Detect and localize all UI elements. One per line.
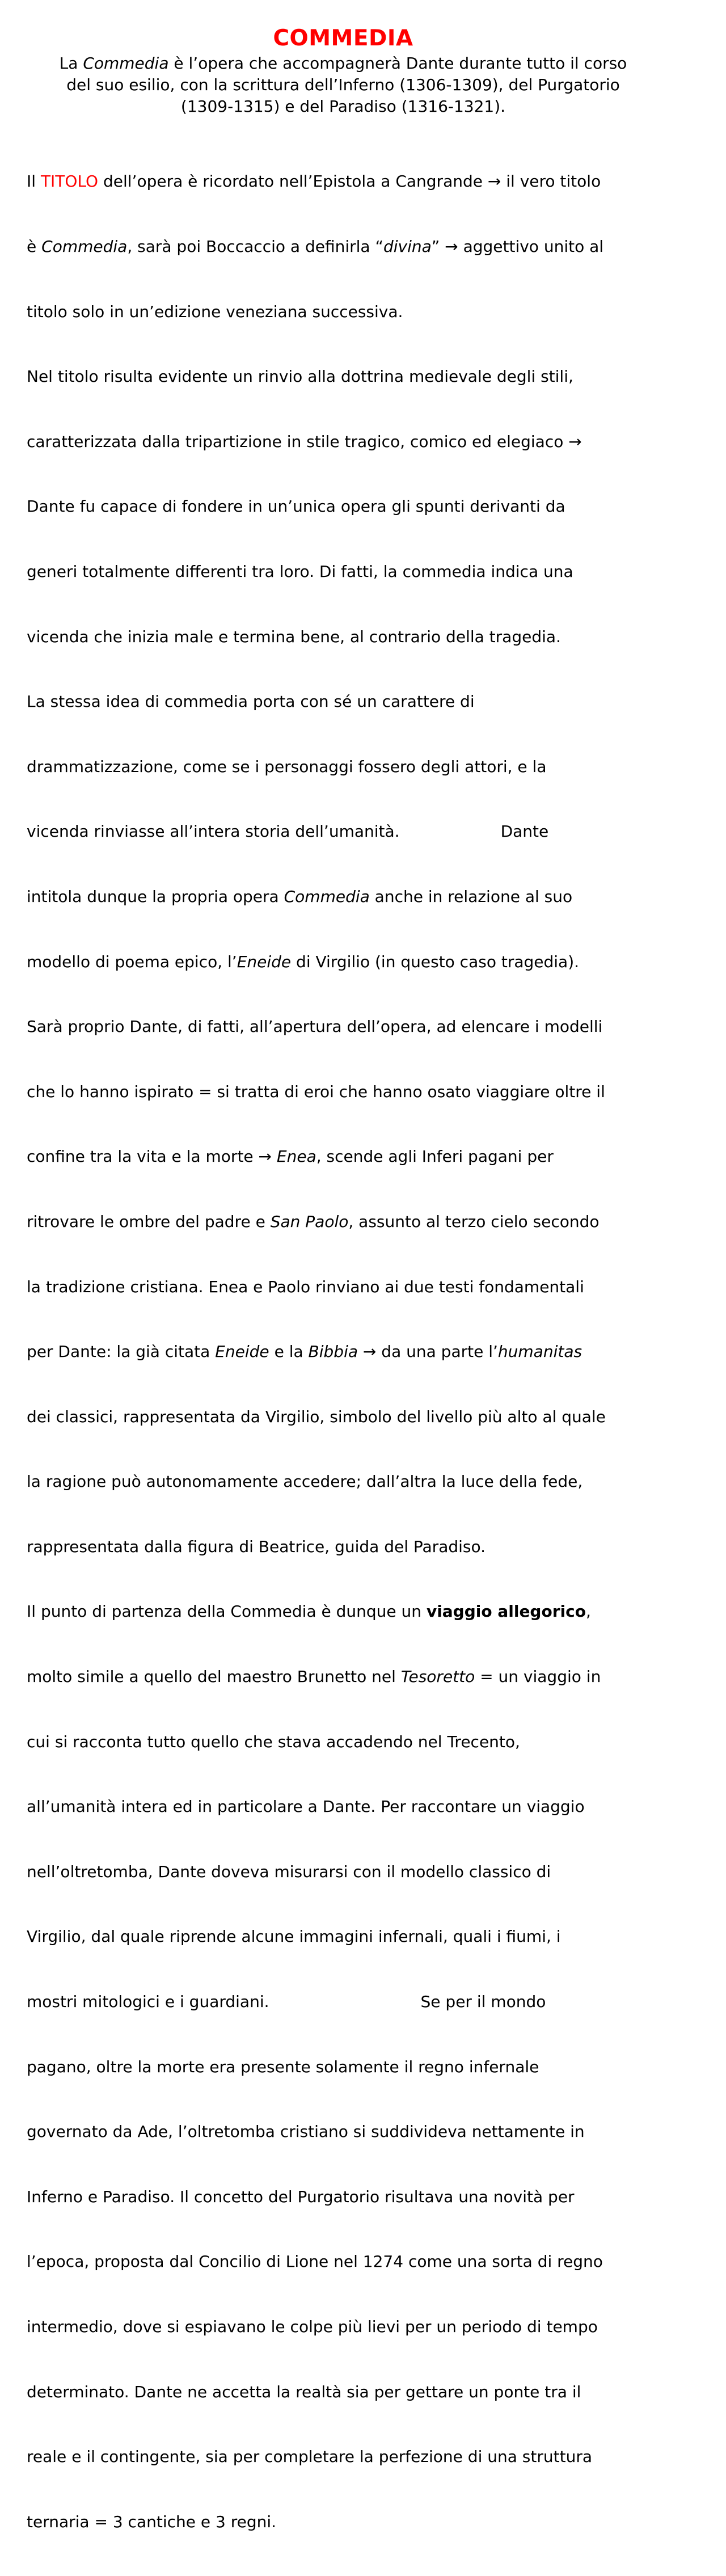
body-line: reale e il contingente, sia per completare la perfezione di una struttura	[27, 2447, 592, 2467]
viaggio-allegorico-bold: viaggio allegorico	[426, 1602, 586, 1621]
body-line: Nel titolo risulta evidente un rinvio alla dottrina medievale degli stili,	[27, 367, 573, 386]
body-line: Il TITOLO dell’opera è ricordato nell’Epistola a Cangrande → il vero titolo	[27, 172, 601, 191]
body-line: intermedio, dove si espiavano le colpe più lievi per un periodo di tempo	[27, 2317, 598, 2336]
body-line: che lo hanno ispirato = si tratta di eroi che hanno osato viaggiare oltre il	[27, 1082, 605, 1101]
body-line: caratterizzata dalla tripartizione in stile tragico, comico ed elegiaco →	[27, 432, 582, 451]
body-line: vicenda che inizia male e termina bene, al contrario della tragedia.	[27, 627, 561, 646]
body-line: modello di poema epico, l’Eneide di Virgilio (in questo caso tragedia).	[27, 952, 580, 971]
work-title-italic: Commedia	[83, 54, 169, 73]
intro-line: La Commedia è l’opera che accompagnerà Dante durante tutto il corso	[59, 54, 627, 73]
body-line: molto simile a quello del maestro Brunetto nel Tesoretto = un viaggio in	[27, 1667, 601, 1687]
page-title: COMMEDIA	[273, 26, 413, 51]
body-line: La stessa idea di commedia porta con sé un carattere di	[27, 692, 475, 711]
body-line: Dante fu capace di fondere in un’unica opera gli spunti derivanti da	[27, 497, 565, 516]
body-line: cui si racconta tutto quello che stava accadendo nel Trecento,	[27, 1732, 520, 1751]
titolo-keyword: TITOLO	[40, 172, 99, 191]
body-line: ritrovare le ombre del padre e San Paolo, assunto al terzo cielo secondo	[27, 1212, 600, 1231]
intro-line: (1309-1315) e del Paradiso (1316-1321).	[180, 97, 506, 116]
body-line: Il punto di partenza della Commedia è dunque un viaggio allegorico,	[27, 1602, 591, 1621]
body-line: governato da Ade, l’oltretomba cristiano si suddivideva nettamente in	[27, 2122, 585, 2141]
body-line: è Commedia, sarà poi Boccaccio a definirla “divina” → aggettivo unito al	[27, 237, 604, 256]
body-line: intitola dunque la propria opera Commedia anche in relazione al suo	[27, 887, 573, 906]
intro-paragraph	[23, 53, 664, 117]
body-line: ternaria = 3 cantiche e 3 regni.	[27, 2512, 277, 2531]
body-line: mostri mitologici e i guardiani. Se per il mondo	[27, 1992, 546, 2012]
body-paragraph	[27, 128, 679, 2576]
body-line: all’umanità intera ed in particolare a Dante. Per raccontare un viaggio	[27, 1797, 585, 1816]
body-line: vicenda rinviasse all’intera storia dell’umanità. Dante	[27, 822, 549, 841]
body-line: drammatizzazione, come se i personaggi fossero degli attori, e la	[27, 757, 547, 776]
body-line: dei classici, rappresentata da Virgilio, simbolo del livello più alto al quale	[27, 1407, 606, 1426]
body-line: rappresentata dalla figura di Beatrice, guida del Paradiso.	[27, 1537, 486, 1556]
intro-line: del suo esilio, con la scrittura dell’Inferno (1306-1309), del Purgatorio	[66, 75, 620, 94]
body-line: nell’oltretomba, Dante doveva misurarsi con il modello classico di	[27, 1862, 551, 1881]
body-line: la tradizione cristiana. Enea e Paolo rinviano ai due testi fondamentali	[27, 1277, 584, 1296]
body-line: Inferno e Paradiso. Il concetto del Purgatorio risultava una novità per	[27, 2187, 575, 2206]
body-line: per Dante: la già citata Eneide e la Bibbia → da una parte l’humanitas	[27, 1342, 583, 1361]
body-line: l’epoca, proposta dal Concilio di Lione nel 1274 come una sorta di regno	[27, 2252, 603, 2271]
body-line: generi totalmente differenti tra loro. Di fatti, la commedia indica una	[27, 562, 573, 581]
body-line: pagano, oltre la morte era presente solamente il regno infernale	[27, 2057, 539, 2076]
body-line: titolo solo in un’edizione veneziana successiva.	[27, 302, 403, 321]
body-line: Virgilio, dal quale riprende alcune immagini infernali, quali i fiumi, i	[27, 1927, 561, 1946]
body-line: confine tra la vita e la morte → Enea, scende agli Inferi pagani per	[27, 1147, 554, 1166]
body-line: Sarà proprio Dante, di fatti, all’apertura dell’opera, ad elencare i modelli	[27, 1017, 603, 1036]
body-line: determinato. Dante ne accetta la realtà sia per gettare un ponte tra il	[27, 2382, 581, 2401]
body-line: la ragione può autonomamente accedere; dall’altra la luce della fede,	[27, 1472, 583, 1491]
